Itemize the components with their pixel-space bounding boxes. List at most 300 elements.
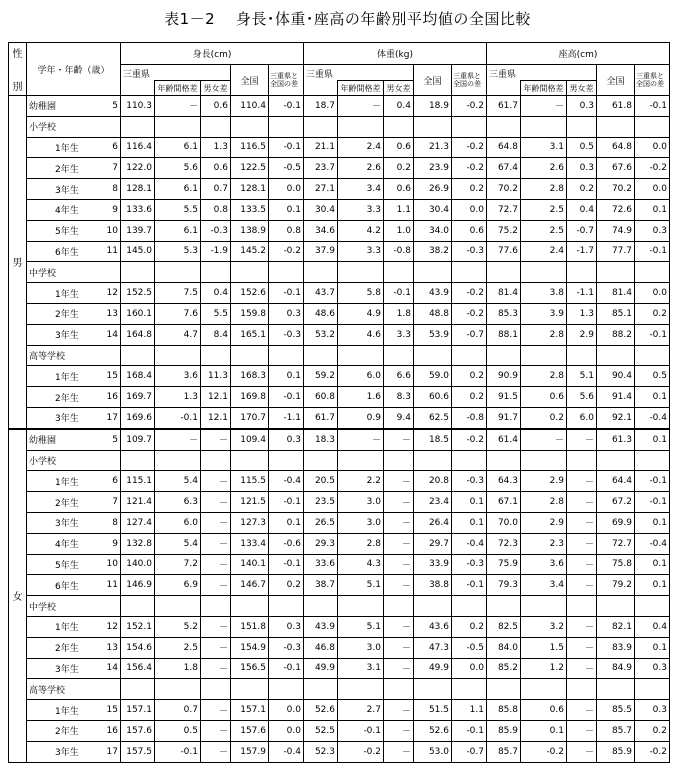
weight-mie-header: 三重県 <box>304 65 414 81</box>
height-header: 身長(cm) <box>121 43 304 65</box>
value-cell: 0.5 <box>635 366 670 387</box>
value-cell: － <box>384 616 414 637</box>
value-cell: -0.2 <box>635 158 670 179</box>
table-row <box>9 199 670 220</box>
value-cell: 3.1 <box>338 658 384 679</box>
value-cell: 0.1 <box>635 575 670 596</box>
value-cell <box>201 596 231 617</box>
age-cell <box>97 450 121 471</box>
value-cell <box>635 450 670 471</box>
value-cell: 1.5 <box>521 637 567 658</box>
value-cell <box>338 262 384 283</box>
value-cell: 115.1 <box>121 471 155 492</box>
value-cell: 169.6 <box>121 407 155 428</box>
value-cell: 61.7 <box>304 407 338 428</box>
value-cell: 85.7 <box>597 720 635 741</box>
value-cell <box>635 116 670 137</box>
value-cell: 0.0 <box>269 720 304 741</box>
value-cell: － <box>201 533 231 554</box>
value-cell: 61.4 <box>487 429 521 450</box>
value-cell: -0.1 <box>384 283 414 304</box>
value-cell: － <box>384 720 414 741</box>
value-cell <box>567 450 597 471</box>
value-cell <box>121 679 155 700</box>
value-cell: 18.7 <box>304 96 338 117</box>
value-cell: － <box>384 533 414 554</box>
value-cell: 0.0 <box>635 283 670 304</box>
value-cell: -0.2 <box>452 303 487 324</box>
value-cell <box>384 116 414 137</box>
value-cell: 26.4 <box>414 512 452 533</box>
value-cell: 2.2 <box>338 471 384 492</box>
value-cell: 0.2 <box>452 387 487 408</box>
value-cell: 61.3 <box>597 429 635 450</box>
sitting-agediff-header: 年齢間格差 <box>521 81 567 96</box>
value-cell <box>452 596 487 617</box>
age-cell: 8 <box>97 512 121 533</box>
value-cell: -0.1 <box>338 720 384 741</box>
value-cell <box>414 450 452 471</box>
value-cell: 38.8 <box>414 575 452 596</box>
value-cell: 0.2 <box>567 179 597 200</box>
value-cell: 4.6 <box>338 324 384 345</box>
value-cell: 64.4 <box>597 471 635 492</box>
value-cell: 38.7 <box>304 575 338 596</box>
stats-table <box>8 42 670 763</box>
value-cell: 139.7 <box>121 220 155 241</box>
value-cell: 1.0 <box>384 220 414 241</box>
value-cell: 0.6 <box>521 387 567 408</box>
value-cell: 154.9 <box>231 637 269 658</box>
value-cell: -0.7 <box>452 324 487 345</box>
value-cell: -0.2 <box>269 241 304 262</box>
value-cell: 62.5 <box>414 407 452 428</box>
value-cell: 85.1 <box>597 303 635 324</box>
table-row <box>9 637 670 658</box>
age-cell: 9 <box>97 533 121 554</box>
value-cell: 69.9 <box>597 512 635 533</box>
value-cell <box>231 116 269 137</box>
value-cell: 23.9 <box>414 158 452 179</box>
value-cell: 0.2 <box>384 158 414 179</box>
value-cell: -0.7 <box>567 220 597 241</box>
value-cell: 140.1 <box>231 554 269 575</box>
value-cell: 6.0 <box>567 407 597 428</box>
value-cell <box>487 596 521 617</box>
value-cell: 61.7 <box>487 96 521 117</box>
value-cell <box>521 450 567 471</box>
value-cell: 60.6 <box>414 387 452 408</box>
value-cell: 8.3 <box>384 387 414 408</box>
value-cell: 2.6 <box>521 158 567 179</box>
age-cell: 5 <box>97 96 121 117</box>
value-cell: 1.3 <box>201 137 231 158</box>
value-cell <box>597 450 635 471</box>
value-cell: 67.2 <box>597 492 635 513</box>
value-cell: 3.9 <box>521 303 567 324</box>
table-row <box>9 324 670 345</box>
value-cell: － <box>567 720 597 741</box>
value-cell: 7.2 <box>155 554 201 575</box>
value-cell: -0.1 <box>269 96 304 117</box>
value-cell: 5.3 <box>155 241 201 262</box>
value-cell: － <box>201 720 231 741</box>
value-cell <box>414 262 452 283</box>
value-cell: 30.4 <box>304 199 338 220</box>
age-cell: 11 <box>97 575 121 596</box>
value-cell: － <box>567 637 597 658</box>
value-cell: 11.3 <box>201 366 231 387</box>
weight-national-header: 全国 <box>414 65 452 96</box>
value-cell: 5.6 <box>155 158 201 179</box>
table-row <box>9 366 670 387</box>
value-cell: 85.8 <box>487 700 521 721</box>
value-cell: 70.2 <box>597 179 635 200</box>
value-cell: － <box>521 96 567 117</box>
value-cell: -1.1 <box>567 283 597 304</box>
value-cell: 6.0 <box>155 512 201 533</box>
value-cell: 0.4 <box>635 616 670 637</box>
table-row <box>9 700 670 721</box>
value-cell: 90.9 <box>487 366 521 387</box>
value-cell: 7.6 <box>155 303 201 324</box>
value-cell: 0.3 <box>269 616 304 637</box>
value-cell: 1.8 <box>384 303 414 324</box>
value-cell <box>384 596 414 617</box>
value-cell <box>304 596 338 617</box>
value-cell: 0.4 <box>567 199 597 220</box>
value-cell <box>304 116 338 137</box>
row-label: 6年生 <box>27 241 97 262</box>
value-cell <box>201 450 231 471</box>
value-cell: 1.6 <box>338 387 384 408</box>
value-cell: 38.2 <box>414 241 452 262</box>
value-cell: － <box>384 471 414 492</box>
value-cell <box>338 450 384 471</box>
value-cell: -0.1 <box>269 492 304 513</box>
value-cell <box>155 679 201 700</box>
row-label: 3年生 <box>27 324 97 345</box>
value-cell: 0.0 <box>635 179 670 200</box>
value-cell: 0.6 <box>384 137 414 158</box>
value-cell <box>384 679 414 700</box>
value-cell: 160.1 <box>121 303 155 324</box>
value-cell: － <box>338 429 384 450</box>
value-cell <box>304 450 338 471</box>
value-cell: 27.1 <box>304 179 338 200</box>
weight-sexdiff-header: 男女差 <box>384 81 414 96</box>
value-cell: 12.1 <box>201 407 231 428</box>
value-cell <box>338 345 384 366</box>
sitting-sexdiff-header: 男女差 <box>567 81 597 96</box>
value-cell: 85.2 <box>487 658 521 679</box>
value-cell: -0.1 <box>452 575 487 596</box>
value-cell: － <box>201 637 231 658</box>
value-cell: 26.9 <box>414 179 452 200</box>
value-cell: 18.9 <box>414 96 452 117</box>
age-cell: 7 <box>97 158 121 179</box>
value-cell: 43.9 <box>304 616 338 637</box>
value-cell: 168.3 <box>231 366 269 387</box>
value-cell: 91.7 <box>487 407 521 428</box>
value-cell: 75.9 <box>487 554 521 575</box>
value-cell: 0.6 <box>201 158 231 179</box>
value-cell: 0.0 <box>452 658 487 679</box>
age-cell: 8 <box>97 179 121 200</box>
value-cell: 0.1 <box>269 512 304 533</box>
value-cell: 0.1 <box>635 554 670 575</box>
table-row <box>9 387 670 408</box>
value-cell: 48.6 <box>304 303 338 324</box>
value-cell <box>269 679 304 700</box>
value-cell: 0.9 <box>338 407 384 428</box>
value-cell: 82.5 <box>487 616 521 637</box>
value-cell: 122.0 <box>121 158 155 179</box>
value-cell: 3.4 <box>521 575 567 596</box>
value-cell: 152.1 <box>121 616 155 637</box>
value-cell: 138.9 <box>231 220 269 241</box>
value-cell: 82.1 <box>597 616 635 637</box>
row-label: 2年生 <box>27 387 97 408</box>
value-cell: 72.7 <box>597 533 635 554</box>
age-cell: 10 <box>97 554 121 575</box>
value-cell: 0.0 <box>269 179 304 200</box>
age-cell: 16 <box>97 387 121 408</box>
value-cell: 165.1 <box>231 324 269 345</box>
value-cell <box>521 116 567 137</box>
value-cell <box>269 262 304 283</box>
value-cell <box>414 679 452 700</box>
value-cell: 49.9 <box>304 658 338 679</box>
value-cell: 75.2 <box>487 220 521 241</box>
row-label: 2年生 <box>27 637 97 658</box>
sitting-national-header: 全国 <box>597 65 635 96</box>
height-national-header: 全国 <box>231 65 269 96</box>
value-cell <box>567 116 597 137</box>
value-cell: 164.8 <box>121 324 155 345</box>
value-cell: 1.1 <box>452 700 487 721</box>
value-cell: 0.1 <box>635 199 670 220</box>
row-label: 6年生 <box>27 575 97 596</box>
value-cell <box>635 345 670 366</box>
value-cell: 152.6 <box>231 283 269 304</box>
value-cell: -0.1 <box>635 492 670 513</box>
age-cell: 12 <box>97 283 121 304</box>
row-label: 1年生 <box>27 137 97 158</box>
value-cell <box>414 116 452 137</box>
row-label: 4年生 <box>27 533 97 554</box>
value-cell <box>231 596 269 617</box>
value-cell: 23.5 <box>304 492 338 513</box>
value-cell: 6.6 <box>384 366 414 387</box>
value-cell <box>567 262 597 283</box>
value-cell: -0.1 <box>452 720 487 741</box>
value-cell: -0.3 <box>452 241 487 262</box>
value-cell: － <box>567 471 597 492</box>
value-cell: － <box>384 554 414 575</box>
value-cell: 88.2 <box>597 324 635 345</box>
row-label: 1年生 <box>27 700 97 721</box>
value-cell: -0.2 <box>521 741 567 762</box>
value-cell: 6.1 <box>155 137 201 158</box>
value-cell: 61.8 <box>597 96 635 117</box>
value-cell: － <box>384 512 414 533</box>
value-cell: 2.3 <box>521 533 567 554</box>
row-label: 中学校 <box>27 596 97 617</box>
value-cell: 0.1 <box>269 366 304 387</box>
value-cell: 18.3 <box>304 429 338 450</box>
age-cell: 5 <box>97 429 121 450</box>
value-cell: -0.4 <box>635 407 670 428</box>
table-row <box>9 616 670 637</box>
value-cell: － <box>567 741 597 762</box>
value-cell: 4.7 <box>155 324 201 345</box>
value-cell: 0.1 <box>452 512 487 533</box>
value-cell: 0.2 <box>521 407 567 428</box>
value-cell: -0.5 <box>269 158 304 179</box>
value-cell: － <box>567 658 597 679</box>
value-cell: 53.9 <box>414 324 452 345</box>
value-cell: 21.3 <box>414 137 452 158</box>
group-row <box>9 679 670 700</box>
value-cell: -0.1 <box>635 96 670 117</box>
value-cell <box>304 345 338 366</box>
value-cell: 74.9 <box>597 220 635 241</box>
value-cell: 2.8 <box>521 179 567 200</box>
age-cell <box>97 596 121 617</box>
value-cell <box>521 345 567 366</box>
value-cell: -0.1 <box>635 471 670 492</box>
value-cell: 140.0 <box>121 554 155 575</box>
value-cell: 3.3 <box>338 241 384 262</box>
value-cell: 6.1 <box>155 179 201 200</box>
value-cell: -0.1 <box>155 741 201 762</box>
value-cell: 84.0 <box>487 637 521 658</box>
value-cell: 18.5 <box>414 429 452 450</box>
value-cell: － <box>384 429 414 450</box>
value-cell: 156.4 <box>121 658 155 679</box>
value-cell: 3.3 <box>384 324 414 345</box>
value-cell <box>304 679 338 700</box>
value-cell: － <box>567 616 597 637</box>
age-cell: 15 <box>97 700 121 721</box>
value-cell <box>155 450 201 471</box>
value-cell: 47.3 <box>414 637 452 658</box>
value-cell <box>487 262 521 283</box>
row-label: 中学校 <box>27 262 97 283</box>
value-cell <box>269 345 304 366</box>
value-cell: 5.1 <box>338 575 384 596</box>
value-cell <box>635 679 670 700</box>
value-cell <box>121 262 155 283</box>
value-cell: 128.1 <box>231 179 269 200</box>
value-cell <box>338 116 384 137</box>
age-cell: 11 <box>97 241 121 262</box>
value-cell: 20.5 <box>304 471 338 492</box>
value-cell: 133.6 <box>121 199 155 220</box>
value-cell: 0.2 <box>635 303 670 324</box>
value-cell: － <box>201 658 231 679</box>
value-cell: -0.2 <box>338 741 384 762</box>
value-cell: 115.5 <box>231 471 269 492</box>
value-cell: 157.6 <box>231 720 269 741</box>
value-cell: 52.3 <box>304 741 338 762</box>
age-cell: 10 <box>97 220 121 241</box>
value-cell: 2.7 <box>338 700 384 721</box>
table-row <box>9 283 670 304</box>
value-cell <box>521 679 567 700</box>
value-cell: － <box>567 554 597 575</box>
value-cell: 5.5 <box>155 199 201 220</box>
value-cell: -0.1 <box>635 324 670 345</box>
value-cell: 128.1 <box>121 179 155 200</box>
value-cell: 4.3 <box>338 554 384 575</box>
value-cell: 6.9 <box>155 575 201 596</box>
value-cell: － <box>201 575 231 596</box>
row-label: 3年生 <box>27 407 97 428</box>
value-cell: － <box>201 429 231 450</box>
value-cell: -0.4 <box>269 741 304 762</box>
value-cell: 4.2 <box>338 220 384 241</box>
value-cell: 83.9 <box>597 637 635 658</box>
value-cell: 0.3 <box>635 658 670 679</box>
value-cell: -0.1 <box>269 658 304 679</box>
value-cell: 133.5 <box>231 199 269 220</box>
table-row <box>9 575 670 596</box>
value-cell: -0.6 <box>269 533 304 554</box>
value-cell: 0.0 <box>635 137 670 158</box>
value-cell: 0.6 <box>201 96 231 117</box>
value-cell: -0.1 <box>155 407 201 428</box>
value-cell: 0.5 <box>155 720 201 741</box>
table-row <box>9 158 670 179</box>
value-cell: 3.0 <box>338 637 384 658</box>
value-cell <box>231 679 269 700</box>
age-cell: 17 <box>97 407 121 428</box>
table-row <box>9 241 670 262</box>
table-row <box>9 720 670 741</box>
value-cell <box>452 450 487 471</box>
age-cell: 9 <box>97 199 121 220</box>
value-cell: 43.9 <box>414 283 452 304</box>
value-cell: 29.7 <box>414 533 452 554</box>
value-cell: － <box>384 575 414 596</box>
value-cell: 1.3 <box>567 303 597 324</box>
value-cell: 72.3 <box>487 533 521 554</box>
value-cell: 0.6 <box>384 179 414 200</box>
value-cell: － <box>338 96 384 117</box>
value-cell: － <box>384 492 414 513</box>
row-label: 5年生 <box>27 554 97 575</box>
value-cell: 72.6 <box>597 199 635 220</box>
weight-diff-header: 三重県と全国の差 <box>452 65 487 96</box>
age-cell: 16 <box>97 720 121 741</box>
value-cell: 0.1 <box>635 637 670 658</box>
table-row <box>9 137 670 158</box>
value-cell: 77.7 <box>597 241 635 262</box>
height-mie-header: 三重県 <box>121 65 231 81</box>
value-cell: 157.9 <box>231 741 269 762</box>
value-cell: 6.1 <box>155 220 201 241</box>
value-cell <box>269 450 304 471</box>
value-cell: 75.8 <box>597 554 635 575</box>
group-row <box>9 450 670 471</box>
value-cell: 146.9 <box>121 575 155 596</box>
age-cell <box>97 262 121 283</box>
value-cell: 33.9 <box>414 554 452 575</box>
value-cell: 0.3 <box>635 700 670 721</box>
value-cell: 0.6 <box>452 220 487 241</box>
